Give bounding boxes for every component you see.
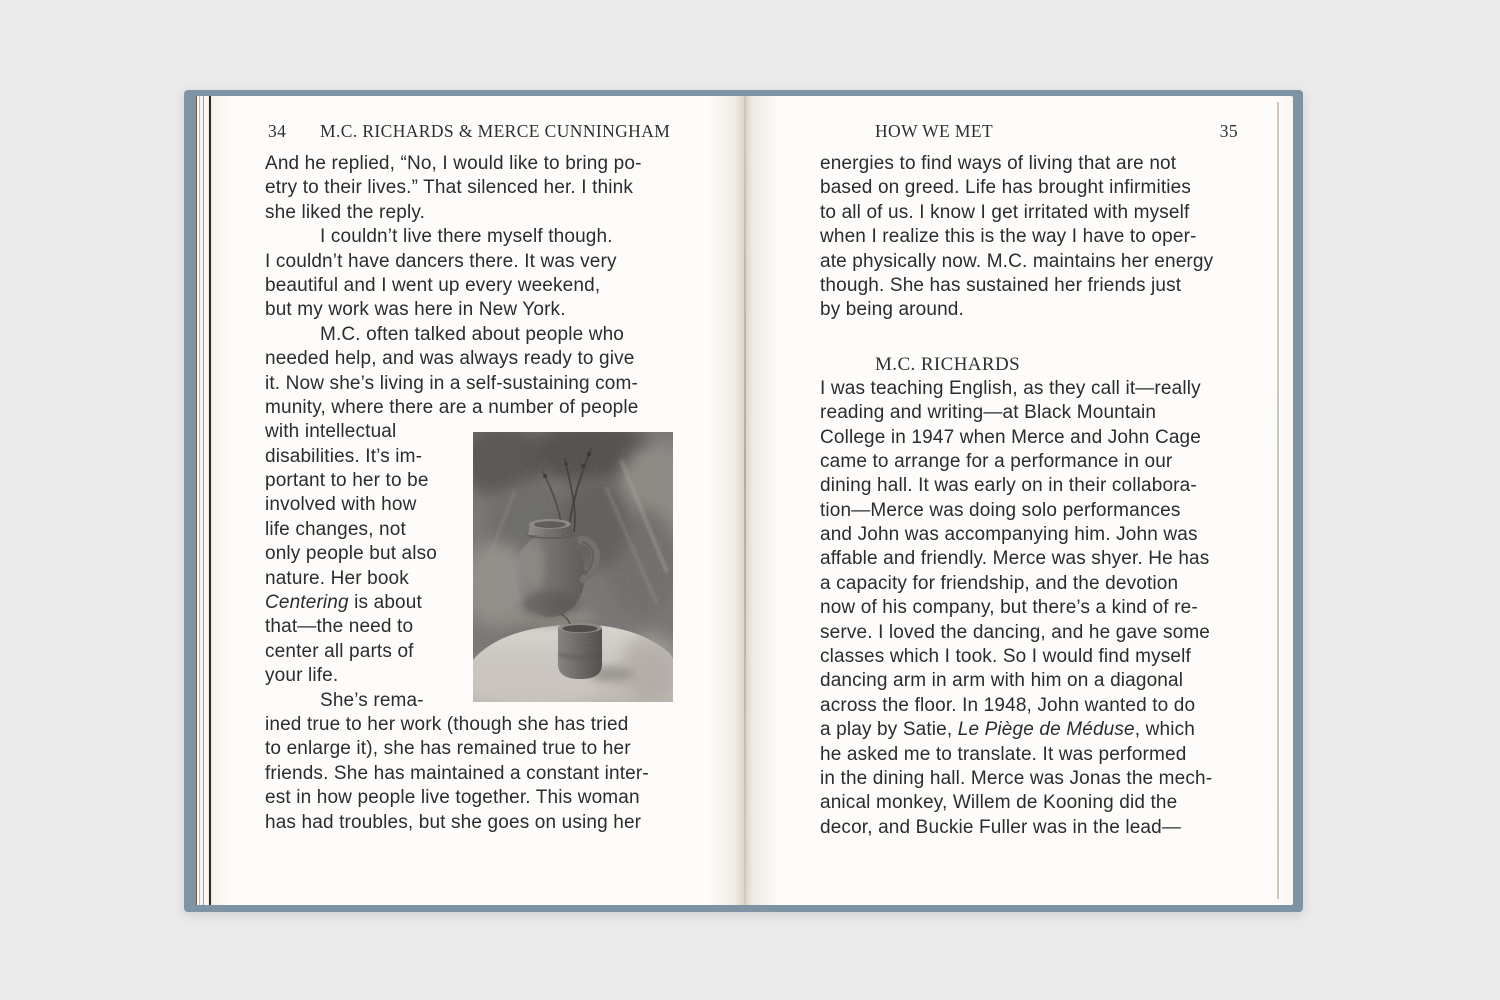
text-line: ined true to her work (though she has tried <box>265 713 629 735</box>
text-wrap-row <box>265 420 677 713</box>
text-line: decor, and Buckie Fuller was in the lead— <box>820 816 1182 838</box>
text-line: dining hall. It was early on in their collabora- <box>820 475 1197 497</box>
running-head-right <box>820 121 1238 143</box>
text-line: with intellectual <box>265 421 397 443</box>
right-page <box>745 96 1293 905</box>
text-line: reading and writing—at Black Mountain <box>820 402 1157 424</box>
text-line: ate physically now. M.C. maintains her energy <box>820 250 1214 272</box>
text-line: in the dining hall. Merce was Jonas the mech- <box>820 767 1213 789</box>
page-stack-edges <box>196 96 213 905</box>
text-line: affable and friendly. Merce was shyer. He has <box>820 548 1210 570</box>
text-line: And he replied, “No, I would like to bring po- <box>265 153 642 174</box>
text-line: she liked the reply. <box>265 201 426 223</box>
text-line: She’s rema- <box>320 689 424 711</box>
pottery-photo <box>473 432 673 702</box>
text-line: friends. She has maintained a constant inter- <box>265 762 649 784</box>
text-line: energies to find ways of living that are not <box>820 153 1177 174</box>
page-spread <box>196 96 1293 905</box>
text-line: beautiful and I went up every weekend, <box>265 274 601 296</box>
text-line: disabilities. It’s im- <box>265 445 423 467</box>
right-page-body <box>820 152 1240 840</box>
text-line: based on greed. Life has brought infirmities <box>820 177 1191 199</box>
text-line: and John was accompanying him. John was <box>820 524 1198 546</box>
text-line: life changes, not <box>265 518 406 540</box>
text-line: Centering is about <box>265 592 422 614</box>
left-narrow-column <box>265 420 467 713</box>
text-line: I couldn’t live there myself though. <box>320 226 613 248</box>
left-paragraphs-top <box>265 152 677 420</box>
text-line: only people but also <box>265 543 438 565</box>
text-line: it. Now she’s living in a self-sustaining com- <box>265 372 638 394</box>
text-line: to all of us. I know I get irritated with myself <box>820 201 1190 223</box>
text-line: a capacity for friendship, and the devotion <box>820 572 1179 594</box>
left-page-body <box>265 152 677 835</box>
running-head-title-right: HOW WE MET <box>875 121 994 141</box>
text-line: he asked me to translate. It was performed <box>820 743 1187 765</box>
left-page <box>213 96 745 905</box>
text-line: but my work was here in New York. <box>265 299 566 321</box>
text-line: involved with how <box>265 494 417 516</box>
text-line: portant to her to be <box>265 470 429 492</box>
text-line: M.C. often talked about people who <box>320 323 625 345</box>
text-line: serve. I loved the dancing, and he gave some <box>820 621 1211 643</box>
page-number-right: 35 <box>1219 121 1238 141</box>
text-line: though. She has sustained her friends just <box>820 274 1182 296</box>
page-edge-line <box>1277 102 1279 899</box>
text-line: your life. <box>265 665 339 687</box>
left-paragraphs-bottom <box>265 713 677 835</box>
running-head-title-left: M.C. RICHARDS & MERCE CUNNINGHAM <box>320 121 671 141</box>
section-heading: M.C. RICHARDS <box>875 353 1021 375</box>
text-line: now of his company, but there’s a kind of re- <box>820 597 1198 619</box>
text-line: I was teaching English, as they call it—really <box>820 377 1201 399</box>
text-line: to enlarge it), she has remained true to her <box>265 738 631 760</box>
text-line: tion—Merce was doing solo performances <box>820 499 1181 521</box>
right-paragraphs-top <box>820 152 1240 323</box>
text-line: came to arrange for a performance in our <box>820 450 1173 472</box>
text-line: when I realize this is the way I have to oper- <box>820 226 1197 248</box>
text-line: nature. Her book <box>265 567 409 589</box>
text-line: center all parts of <box>265 640 414 662</box>
text-line: munity, where there are a number of people <box>265 396 639 418</box>
right-paragraphs-bottom <box>820 377 1240 840</box>
text-line: by being around. <box>820 299 964 321</box>
text-line: est in how people live together. This woman <box>265 787 640 809</box>
text-line: across the floor. In 1948, John wanted to do <box>820 694 1196 716</box>
running-head-left <box>265 121 675 143</box>
text-line: College in 1947 when Merce and John Cage <box>820 426 1201 448</box>
text-line: that—the need to <box>265 616 414 638</box>
book <box>184 90 1303 912</box>
text-line: needed help, and was always ready to give <box>265 348 635 370</box>
text-line: a play by Satie, Le Piège de Méduse, which <box>820 719 1195 741</box>
page-number-left: 34 <box>268 121 287 141</box>
text-line: anical monkey, Willem de Kooning did the <box>820 792 1178 814</box>
text-line: dancing arm in arm with him on a diagonal <box>820 670 1184 692</box>
text-line: I couldn’t have dancers there. It was very <box>265 250 617 272</box>
book-spine-gutter <box>744 96 746 905</box>
text-line: etry to their lives.” That silenced her. I think <box>265 177 634 199</box>
text-line: has had troubles, but she goes on using her <box>265 811 642 833</box>
text-line: classes which I took. So I would find myself <box>820 646 1191 668</box>
